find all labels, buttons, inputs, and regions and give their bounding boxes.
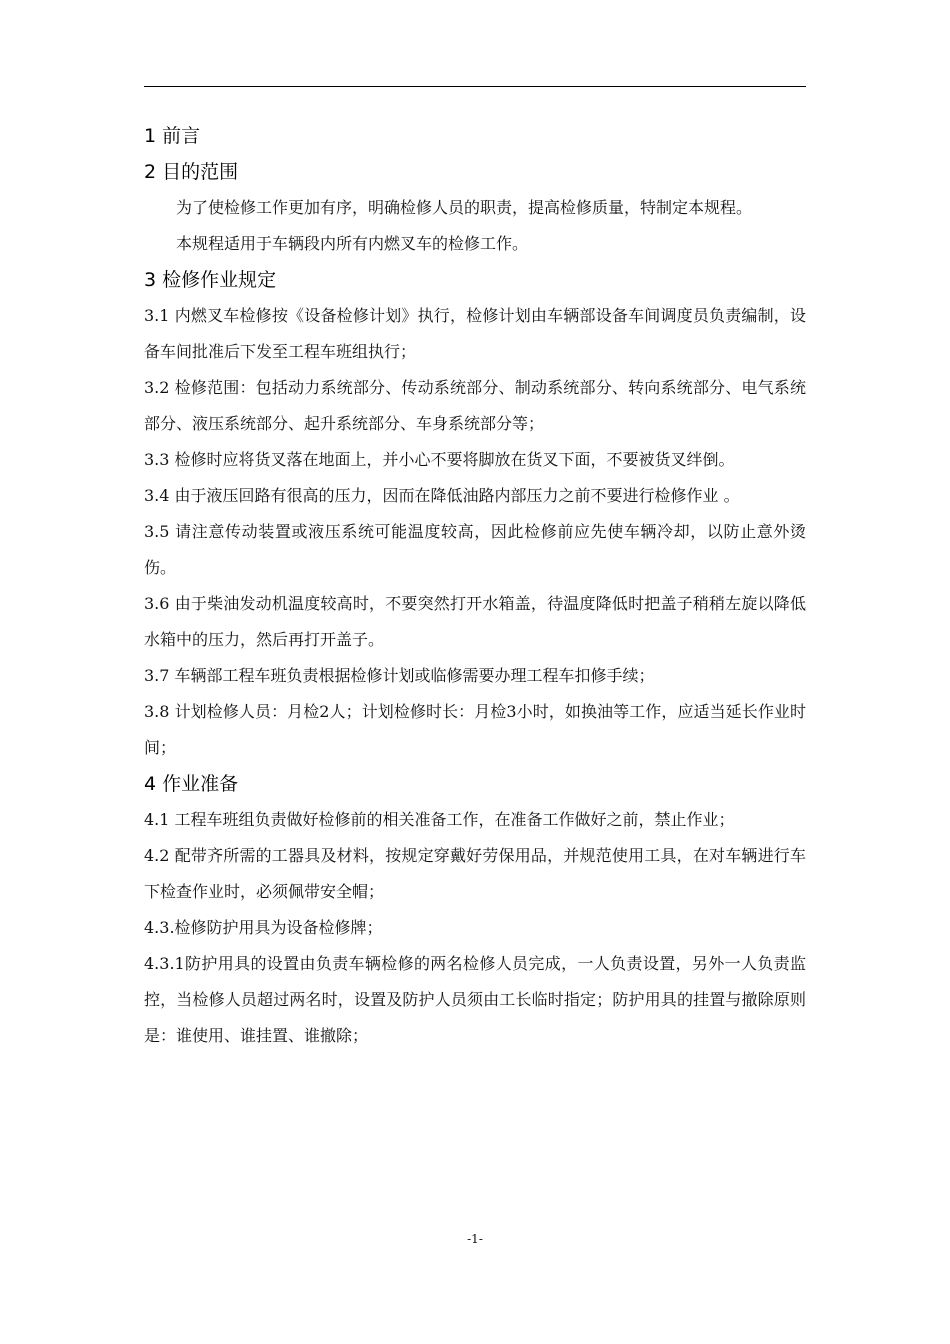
paragraph: 4.3.1防护用具的设置由负责车辆检修的两名检修人员完成，一人负责设置，另外一人负责监控，当检修人员超过两名时，设置及防护人员须由工长临时指定；防护用具的挂置与撤除原则是：谁使用、谁挂置、谁撤除； xyxy=(144,954,806,1045)
paragraph: 4.1 工程车班组负责做好检修前的相关准备工作，在准备工作做好之前，禁止作业； xyxy=(144,810,735,829)
section-heading: 4 作业准备 xyxy=(144,773,239,795)
paragraph: 3.7 车辆部工程车班负责根据检修计划或临修需要办理工程车扣修手续； xyxy=(144,666,655,685)
paragraph: 3.1 内燃叉车检修按《设备检修计划》执行，检修计划由车辆部设备车间调度员负责编制，设备车间批准后下发至工程车班组执行； xyxy=(144,306,806,361)
paragraph: 3.6 由于柴油发动机温度较高时，不要突然打开水箱盖，待温度降低时把盖子稍稍左旋以降低水箱中的压力，然后再打开盖子。 xyxy=(144,594,806,649)
paragraph: 为了使检修工作更加有序，明确检修人员的职责，提高检修质量，特制定本规程。 xyxy=(176,198,753,217)
paragraph: 4.3.检修防护用具为设备检修牌； xyxy=(144,918,383,937)
section-heading: 3 检修作业规定 xyxy=(144,269,277,291)
document-body xyxy=(144,118,806,1054)
paragraph: 3.5 请注意传动装置或液压系统可能温度较高，因此检修前应先使车辆冷却，以防止意外烫伤。 xyxy=(144,522,806,577)
header-rule xyxy=(144,86,806,87)
paragraph: 3.8 计划检修人员：月检2人；计划检修时长：月检3小时，如换油等工作，应适当延长作业时间； xyxy=(144,702,806,757)
section-heading: 1 前言 xyxy=(144,125,201,147)
paragraph: 3.4 由于液压回路有很高的压力，因而在降低油路内部压力之前不要进行检修作业 。 xyxy=(144,486,740,505)
paragraph: 3.2 检修范围：包括动力系统部分、传动系统部分、制动系统部分、转向系统部分、电气系统部分、液压系统部分、起升系统部分、车身系统部分等； xyxy=(144,378,806,433)
section-heading: 2 目的范围 xyxy=(144,161,239,183)
page-number: -1- xyxy=(467,1232,483,1246)
paragraph: 4.2 配带齐所需的工器具及材料，按规定穿戴好劳保用品，并规范使用工具，在对车辆进行车下检查作业时，必须佩带安全帽； xyxy=(144,846,806,901)
paragraph: 3.3 检修时应将货叉落在地面上，并小心不要将脚放在货叉下面，不要被货叉绊倒。 xyxy=(144,450,735,469)
paragraph: 本规程适用于车辆段内所有内燃叉车的检修工作。 xyxy=(176,234,529,253)
